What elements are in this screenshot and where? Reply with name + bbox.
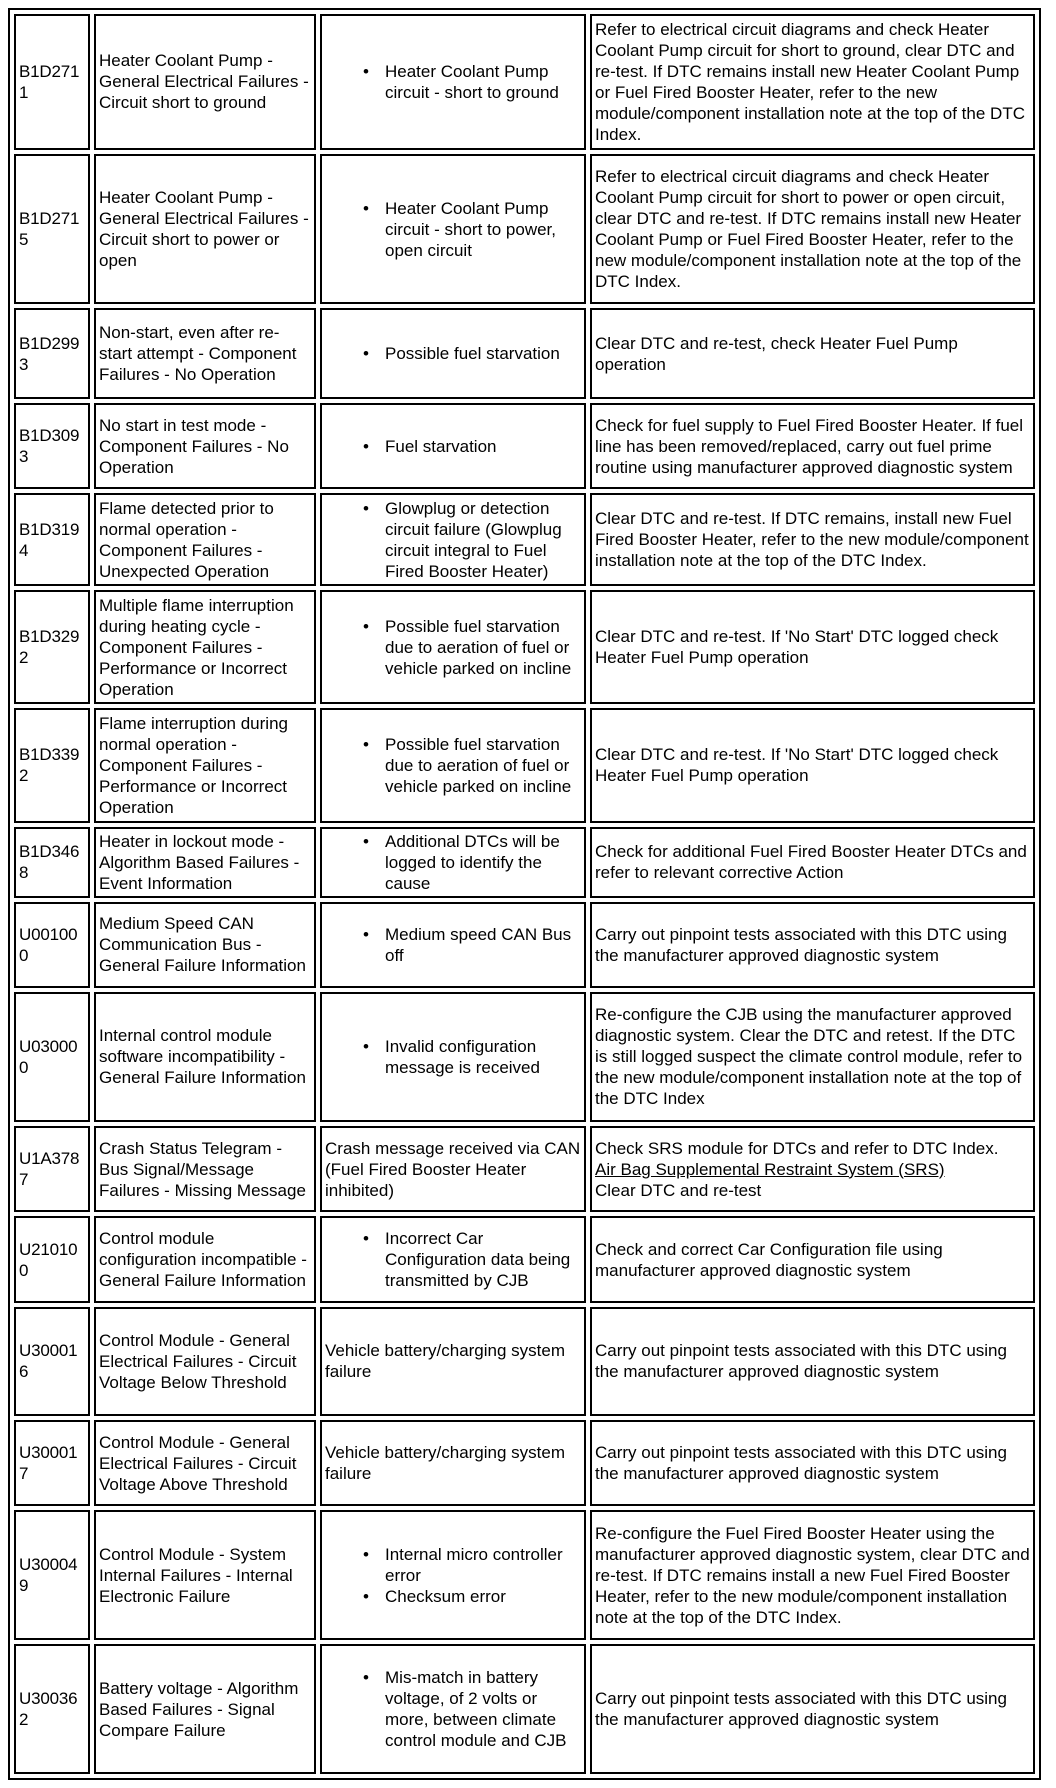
possible-causes-cell <box>320 902 586 988</box>
table-row <box>14 902 1035 988</box>
action-cell: Refer to electrical circuit diagrams and check Heater Coolant Pump circuit for short to power or open circuit, clear DTC and re-test. If DTC remains install new Heater Coolant Pump or Fuel Fired Booster Heater, refer to the new module/component installation note at the top of the DTC Index. <box>590 154 1035 304</box>
possible-causes-list <box>325 734 581 797</box>
action-text-after: Clear DTC and re-test <box>595 1180 762 1200</box>
dtc-code-cell: B1D2715 <box>14 154 90 304</box>
possible-causes-cell: Vehicle battery/charging system failure <box>320 1420 586 1506</box>
dtc-table <box>8 8 1041 1780</box>
possible-causes-list <box>325 1667 581 1751</box>
table-row <box>14 493 1035 586</box>
possible-causes-cell <box>320 827 586 898</box>
action-cell: Check for additional Fuel Fired Booster Heater DTCs and refer to relevant corrective Action <box>590 827 1035 898</box>
possible-causes-list <box>325 831 581 894</box>
table-row <box>14 14 1035 150</box>
dtc-code-cell: B1D3292 <box>14 590 90 704</box>
possible-causes-cell: Crash message received via CAN (Fuel Fired Booster Heater inhibited) <box>320 1126 586 1212</box>
possible-causes-list <box>325 498 581 582</box>
action-cell: Carry out pinpoint tests associated with this DTC using the manufacturer approved diagnostic system <box>590 902 1035 988</box>
action-cell: Clear DTC and re-test. If DTC remains, install new Fuel Fired Booster Heater, refer to the new module/component installation note at the top of the DTC Index. <box>590 493 1035 586</box>
dtc-description-cell: Battery voltage - Algorithm Based Failures - Signal Compare Failure <box>94 1644 316 1774</box>
possible-causes-list <box>325 1228 581 1291</box>
table-row <box>14 992 1035 1122</box>
possible-causes-cell <box>320 590 586 704</box>
dtc-description-cell: Flame detected prior to normal operation - Component Failures - Unexpected Operation <box>94 493 316 586</box>
table-row <box>14 308 1035 399</box>
action-cell: Refer to electrical circuit diagrams and check Heater Coolant Pump circuit for short to ground, clear DTC and re-test. If DTC remains install new Heater Coolant Pump or Fuel Fired Booster Heater, refer to the new module/component installation note at the top of the DTC Index. <box>590 14 1035 150</box>
possible-causes-list <box>325 343 581 364</box>
possible-causes-cell <box>320 1510 586 1640</box>
dtc-table-body <box>14 14 1035 1774</box>
cause-bullet-item: • Invalid configuration message is received <box>385 1036 581 1078</box>
dtc-description-cell: Crash Status Telegram - Bus Signal/Message Failures - Missing Message <box>94 1126 316 1212</box>
table-row <box>14 1216 1035 1302</box>
action-cell: Check for fuel supply to Fuel Fired Booster Heater. If fuel line has been removed/replaced, carry out fuel prime routine using manufacturer approved diagnostic system <box>590 403 1035 489</box>
srs-reference-link[interactable]: Air Bag Supplemental Restraint System (SRS) <box>595 1159 945 1179</box>
dtc-description-cell: Heater Coolant Pump - General Electrical Failures - Circuit short to power or open <box>94 154 316 304</box>
possible-causes-cell <box>320 403 586 489</box>
possible-causes-list <box>325 198 581 261</box>
action-cell <box>590 1126 1035 1212</box>
dtc-code-cell: U210100 <box>14 1216 90 1302</box>
possible-causes-cell <box>320 493 586 586</box>
dtc-code-cell: B1D3392 <box>14 708 90 822</box>
dtc-description-cell: No start in test mode - Component Failures - No Operation <box>94 403 316 489</box>
possible-causes-cell <box>320 992 586 1122</box>
possible-causes-cell: Vehicle battery/charging system failure <box>320 1307 586 1416</box>
possible-causes-list <box>325 61 581 103</box>
cause-bullet-item: • Additional DTCs will be logged to identify the cause <box>385 831 581 894</box>
cause-bullet-item: • Possible fuel starvation due to aeration of fuel or vehicle parked on incline <box>385 616 581 679</box>
cause-bullet-item: • Internal micro controller error <box>385 1544 581 1586</box>
dtc-description-cell: Control Module - General Electrical Failures - Circuit Voltage Above Threshold <box>94 1420 316 1506</box>
cause-bullet-item: • Glowplug or detection circuit failure (Glowplug circuit integral to Fuel Fired Booster Heater) <box>385 498 581 582</box>
cause-bullet-item: • Heater Coolant Pump circuit - short to ground <box>385 61 581 103</box>
action-cell: Re-configure the Fuel Fired Booster Heater using the manufacturer approved diagnostic system, clear DTC and re-test. If DTC remains install a new Fuel Fired Booster Heater, refer to the new module/component installation note at the top of the DTC Index. <box>590 1510 1035 1640</box>
dtc-description-cell: Multiple flame interruption during heating cycle - Component Failures - Performance or Incorrect Operation <box>94 590 316 704</box>
cause-bullet-item: • Possible fuel starvation due to aeration of fuel or vehicle parked on incline <box>385 734 581 797</box>
possible-causes-list <box>325 436 581 457</box>
dtc-code-cell: U300017 <box>14 1420 90 1506</box>
dtc-description-cell: Medium Speed CAN Communication Bus - General Failure Information <box>94 902 316 988</box>
action-cell: Clear DTC and re-test. If 'No Start' DTC logged check Heater Fuel Pump operation <box>590 708 1035 822</box>
cause-bullet-item: • Medium speed CAN Bus off <box>385 924 581 966</box>
cause-bullet-item: • Incorrect Car Configuration data being transmitted by CJB <box>385 1228 581 1291</box>
possible-causes-list <box>325 924 581 966</box>
possible-causes-cell <box>320 14 586 150</box>
action-cell: Carry out pinpoint tests associated with this DTC using the manufacturer approved diagnostic system <box>590 1644 1035 1774</box>
table-row <box>14 403 1035 489</box>
dtc-code-cell: B1D3194 <box>14 493 90 586</box>
dtc-description-cell: Heater Coolant Pump - General Electrical Failures - Circuit short to ground <box>94 14 316 150</box>
possible-causes-cell <box>320 154 586 304</box>
table-row <box>14 590 1035 704</box>
dtc-description-cell: Internal control module software incompatibility - General Failure Information <box>94 992 316 1122</box>
dtc-code-cell: U300362 <box>14 1644 90 1774</box>
action-cell: Carry out pinpoint tests associated with this DTC using the manufacturer approved diagnostic system <box>590 1307 1035 1416</box>
possible-causes-list <box>325 1036 581 1078</box>
dtc-description-cell: Control Module - System Internal Failures - Internal Electronic Failure <box>94 1510 316 1640</box>
action-cell: Re-configure the CJB using the manufacturer approved diagnostic system. Clear the DTC and retest. If the DTC is still logged suspect the climate control module, refer to the new module/component installation note at the top of the DTC Index <box>590 992 1035 1122</box>
table-row <box>14 1307 1035 1416</box>
table-row <box>14 1510 1035 1640</box>
cause-bullet-item: • Mis-match in battery voltage, of 2 volts or more, between climate control module and CJB <box>385 1667 581 1751</box>
dtc-description-cell: Non-start, even after re-start attempt - Component Failures - No Operation <box>94 308 316 399</box>
dtc-code-cell: U030000 <box>14 992 90 1122</box>
cause-bullet-item: • Checksum error <box>385 1586 581 1607</box>
cause-bullet-item: • Fuel starvation <box>385 436 581 457</box>
table-row <box>14 1644 1035 1774</box>
dtc-code-cell: U1A3787 <box>14 1126 90 1212</box>
dtc-code-cell: U001000 <box>14 902 90 988</box>
dtc-code-cell: B1D3093 <box>14 403 90 489</box>
possible-causes-cell <box>320 708 586 822</box>
possible-causes-cell <box>320 1644 586 1774</box>
possible-causes-list <box>325 1544 581 1607</box>
possible-causes-cell <box>320 1216 586 1302</box>
dtc-code-cell: B1D3468 <box>14 827 90 898</box>
table-row <box>14 708 1035 822</box>
action-cell: Clear DTC and re-test. If 'No Start' DTC logged check Heater Fuel Pump operation <box>590 590 1035 704</box>
action-cell: Clear DTC and re-test, check Heater Fuel Pump operation <box>590 308 1035 399</box>
dtc-code-cell: U300049 <box>14 1510 90 1640</box>
dtc-code-cell: B1D2993 <box>14 308 90 399</box>
dtc-description-cell: Control Module - General Electrical Failures - Circuit Voltage Below Threshold <box>94 1307 316 1416</box>
table-row <box>14 154 1035 304</box>
dtc-description-cell: Flame interruption during normal operation - Component Failures - Performance or Incorrect Operation <box>94 708 316 822</box>
action-cell: Check and correct Car Configuration file using manufacturer approved diagnostic system <box>590 1216 1035 1302</box>
action-cell: Carry out pinpoint tests associated with this DTC using the manufacturer approved diagnostic system <box>590 1420 1035 1506</box>
table-row <box>14 827 1035 898</box>
possible-causes-cell <box>320 308 586 399</box>
cause-bullet-item: • Possible fuel starvation <box>385 343 581 364</box>
dtc-code-cell: U300016 <box>14 1307 90 1416</box>
dtc-description-cell: Control module configuration incompatible - General Failure Information <box>94 1216 316 1302</box>
cause-bullet-item: • Heater Coolant Pump circuit - short to power, open circuit <box>385 198 581 261</box>
dtc-code-cell: B1D2711 <box>14 14 90 150</box>
action-text: Check SRS module for DTCs and refer to DTC Index. <box>595 1138 999 1158</box>
dtc-description-cell: Heater in lockout mode - Algorithm Based Failures - Event Information <box>94 827 316 898</box>
table-row <box>14 1420 1035 1506</box>
table-row <box>14 1126 1035 1212</box>
possible-causes-list <box>325 616 581 679</box>
